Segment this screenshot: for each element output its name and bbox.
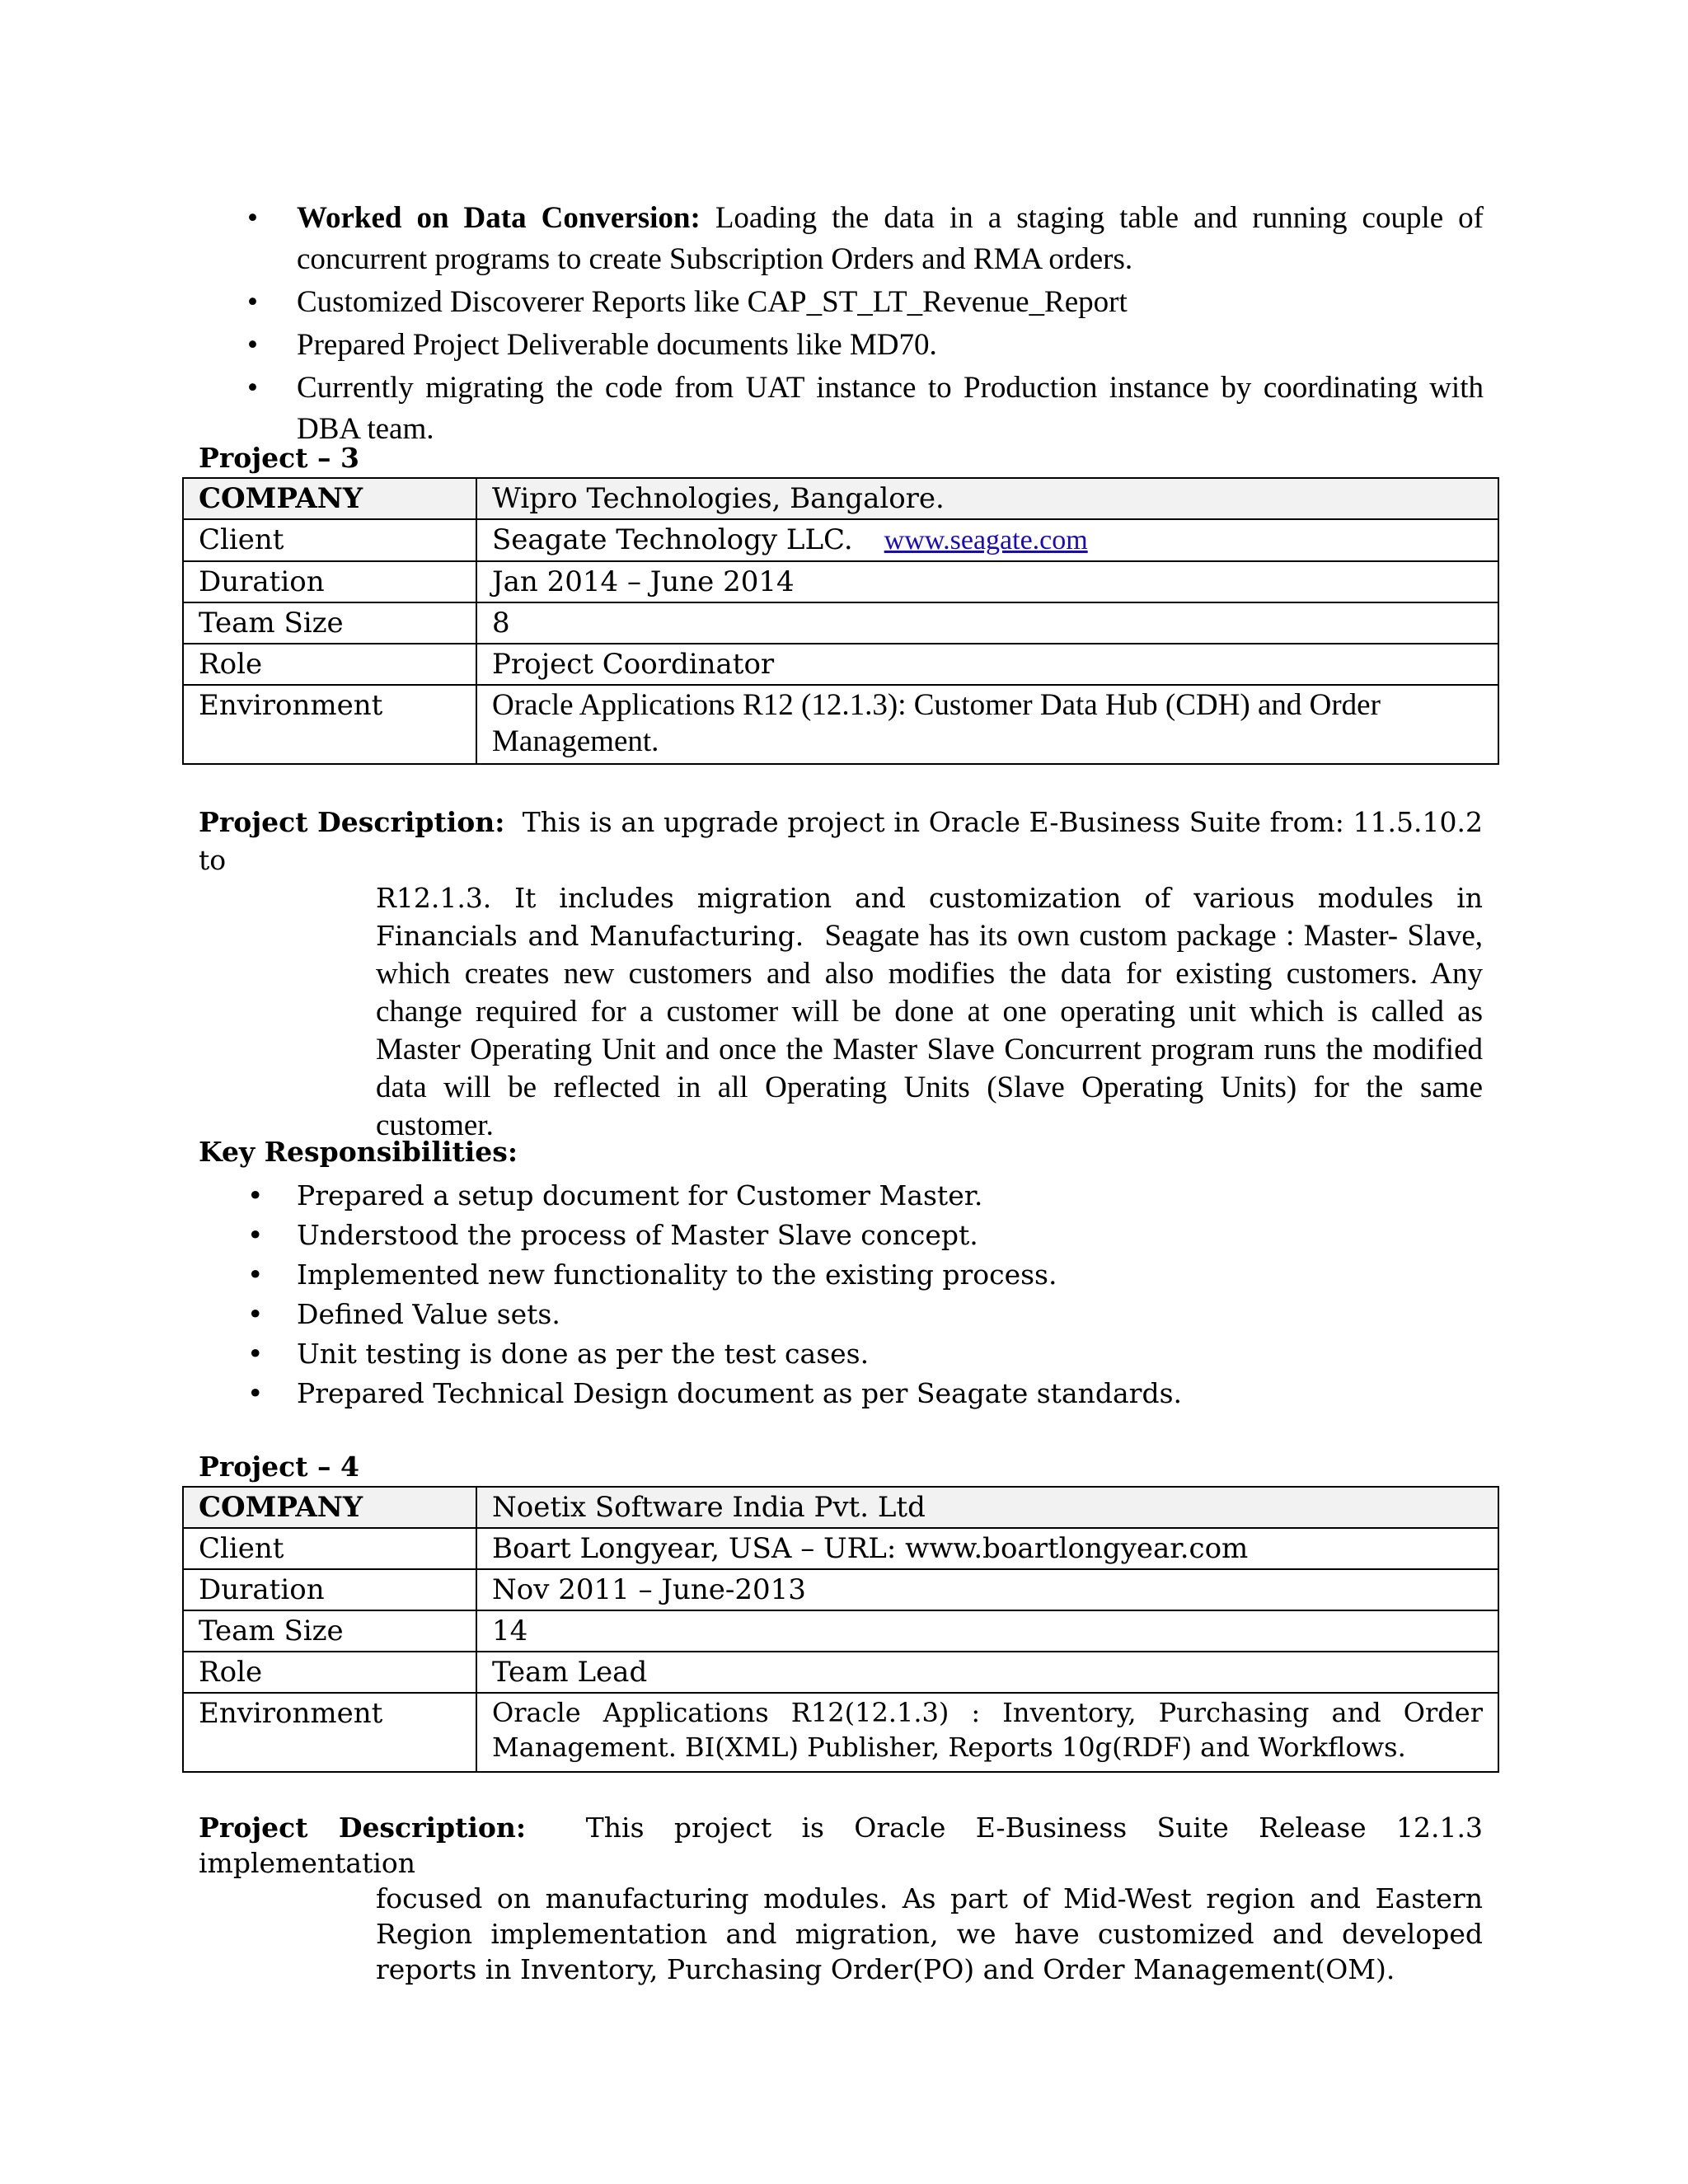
- row-key: Environment: [183, 685, 476, 764]
- bullet-icon: •: [247, 285, 258, 319]
- project-4-table: [182, 1486, 1499, 1773]
- list-item: [247, 368, 1484, 450]
- row-key: Client: [183, 519, 476, 561]
- row-value: Jan 2014 – June 2014: [476, 561, 1498, 602]
- bullet-text: Currently migrating the code from UAT instance to Production instance by coordinating with DBA team.: [297, 371, 1484, 446]
- list-item: [247, 1255, 1484, 1295]
- row-value: Wipro Technologies, Bangalore.: [476, 478, 1498, 519]
- row-key: Duration: [183, 1569, 476, 1610]
- list-item: [247, 1176, 1484, 1216]
- table-row: [183, 519, 1498, 561]
- bullet-icon: •: [247, 1219, 264, 1251]
- row-key: COMPANY: [183, 478, 476, 519]
- row-key: Team Size: [183, 1610, 476, 1652]
- list-item: [247, 325, 1484, 366]
- row-value: Team Lead: [476, 1652, 1498, 1693]
- row-value: Oracle Applications R12(12.1.3) : Inventory, Purchasing and Order Management. BI(XML) Publisher, Reports 10g(RDF) and Workflows.: [476, 1693, 1498, 1772]
- row-key: Role: [183, 1652, 476, 1693]
- bullet-icon: •: [247, 371, 258, 405]
- bullet-icon: •: [247, 1377, 264, 1409]
- description-label: Project Description:: [199, 1811, 527, 1844]
- description-first-line: This is an upgrade project in Oracle E-Business Suite from: 11.5.10.2 to: [199, 806, 1484, 876]
- bullet-bold: Worked on Data Conversion:: [297, 201, 701, 235]
- bullet-text: Prepared Project Deliverable documents like MD70.: [297, 328, 937, 362]
- row-key: Duration: [183, 561, 476, 602]
- project-4-description: [199, 1810, 1483, 1987]
- list-item: [247, 1374, 1484, 1413]
- row-key: Role: [183, 644, 476, 685]
- project-3-table: [182, 477, 1499, 765]
- row-value: Seagate Technology LLC.: [492, 523, 853, 556]
- description-indented: [199, 879, 1483, 1145]
- table-row: [183, 1693, 1498, 1772]
- bullet-text: Loading the data in a staging table and running couple of concurrent programs to create Subscription Orders and RMA orders.: [297, 201, 1484, 276]
- project-4-label: Project – 4: [199, 1451, 359, 1483]
- table-row: [183, 1528, 1498, 1569]
- top-bullet-list: [247, 198, 1484, 452]
- bullet-text: Customized Discoverer Reports like CAP_ST_LT_Revenue_Report: [297, 285, 1128, 319]
- key-responsibilities-heading: Key Responsibilities:: [199, 1136, 518, 1168]
- row-value: Boart Longyear, USA – URL: www.boartlongyear.com: [476, 1528, 1498, 1569]
- row-key: Environment: [183, 1693, 476, 1772]
- bullet-text: Prepared Technical Design document as per Seagate standards.: [297, 1377, 1182, 1409]
- table-row: [183, 685, 1498, 764]
- description-first-line: This project is Oracle E-Business Suite Release 12.1.3 implementation: [199, 1811, 1484, 1879]
- bullet-icon: •: [247, 1258, 264, 1291]
- bullet-icon: •: [247, 1298, 264, 1330]
- description-rest: R12.1.3. It includes migration and customization of various modules in Financials and Manufacturing.: [376, 882, 1483, 952]
- bullet-text: Implemented new functionality to the existing process.: [297, 1258, 1057, 1291]
- list-item: [247, 1216, 1484, 1255]
- table-row: [183, 1569, 1498, 1610]
- description-serif: Seagate has its own custom package : Master- Slave, which creates new customers and also modifies the data for existing customers. Any change required for a customer will be done at one operating unit which is called as Master Operating Unit and once the Master Slave Concurrent program runs the modified data will be reflected in all Operating Units (Slave Operating Units) for the same customer.: [376, 919, 1483, 1142]
- bullet-text: Prepared a setup document for Customer Master.: [297, 1179, 983, 1212]
- row-value: Oracle Applications R12 (12.1.3): Customer Data Hub (CDH) and Order Management.: [476, 685, 1498, 764]
- project-3-label: Project – 3: [199, 442, 359, 474]
- list-item: [247, 282, 1484, 323]
- bullet-icon: •: [247, 1338, 264, 1370]
- list-item: [247, 1334, 1484, 1374]
- bullet-icon: •: [247, 1179, 264, 1212]
- description-label: Project Description:: [199, 806, 505, 838]
- table-row: [183, 602, 1498, 644]
- row-value: 8: [476, 602, 1498, 644]
- row-key: Team Size: [183, 602, 476, 644]
- project-3-description: [199, 804, 1483, 1145]
- bullet-text: Unit testing is done as per the test cases.: [297, 1338, 870, 1370]
- row-value: Project Coordinator: [476, 644, 1498, 685]
- table-row: [183, 1487, 1498, 1528]
- row-value: Noetix Software India Pvt. Ltd: [476, 1487, 1498, 1528]
- table-row: [183, 478, 1498, 519]
- seagate-link[interactable]: www.seagate.com: [884, 525, 1088, 555]
- bullet-text: Understood the process of Master Slave concept.: [297, 1219, 978, 1251]
- bullet-text: Defined Value sets.: [297, 1298, 560, 1330]
- table-row: [183, 1652, 1498, 1693]
- bullet-icon: •: [247, 328, 258, 362]
- key-responsibilities-list: [247, 1176, 1484, 1413]
- row-value: 14: [476, 1610, 1498, 1652]
- row-key: Client: [183, 1528, 476, 1569]
- description-rest: focused on manufacturing modules. As part of Mid-West region and Eastern Region implementation and migration, we have customized and developed reports in Inventory, Purchasing Order(PO) and Order Management(OM).: [376, 1882, 1483, 1985]
- table-row: [183, 1610, 1498, 1652]
- bullet-icon: •: [247, 201, 258, 235]
- row-value: Nov 2011 – June-2013: [476, 1569, 1498, 1610]
- list-item: [247, 198, 1484, 280]
- table-row: [183, 561, 1498, 602]
- table-row: [183, 644, 1498, 685]
- row-key: COMPANY: [183, 1487, 476, 1528]
- list-item: [247, 1295, 1484, 1334]
- row-value-cell: [476, 519, 1498, 561]
